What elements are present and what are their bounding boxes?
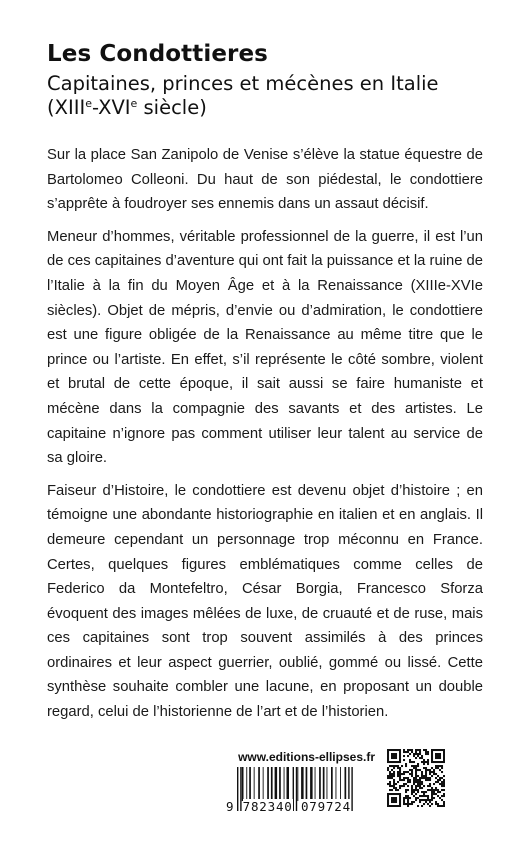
book-subtitle (47, 72, 492, 120)
publisher-url: www.editions-ellipses.fr (238, 750, 375, 764)
isbn-number (226, 799, 378, 815)
book-title: Les Condottieres (47, 41, 268, 67)
subtitle-sup-1: e (85, 97, 93, 110)
blurb-paragraph-1: Sur la place San Zanipolo de Venise s’élève la statue équestre de Bartolomeo Colleoni. Du haut de son piédestal, le condottiere s’apprête à foudroyer ses ennemis dans un assaut décisif. (47, 147, 483, 213)
isbn-group-2: 079724 (300, 799, 351, 814)
subtitle-sup-2: e (130, 97, 138, 110)
blurb-paragraph-3: Faiseur d’Histoire, le condottiere est devenu objet d’histoire ; en témoigne une abondante historiographie en italien et en anglais. Il demeure cependant un personnage trop méconnu en France. Certes, quelques figures emblématiques comme celles de Federico da Montefeltro, César Borgia, Francesco Sforza évoquent des images mêlées de luxe, de cruauté et de ruse, mais ces capitaines sont trop souvent assimilés à des princes ordinaires et leur aspect guerrier, oublié, gommé ou lissé. Cette synthèse souhaite combler une lacune, en proposant un double regard, celui de l’historienne de l’art et de l’historien. (47, 482, 483, 721)
blurb (47, 143, 483, 733)
qr-code (387, 749, 445, 807)
isbn-group-1: 782340 (242, 799, 293, 814)
subtitle-line1: Capitaines, princes et mécènes en Italie (47, 72, 439, 95)
blurb-paragraph-2: Meneur d’hommes, véritable professionnel de la guerre, il est l’un de ces capitaines d’aventure qui ont fait la puissance et la ruine de l’Italie à la fin du Moyen Âge et à la Renaissance (XIIIe-XVIe siècles). Objet de mépris, d’envie ou d’admiration, le condottiere est une figure obligée de la Renaissance au même titre que le prince ou l’artiste. En effet, s’il représente le côté sombre, violent et brutal de cette époque, il sait aussi se faire humaniste et mécène dans la compagnie des savants et des artistes. Le capitaine n’ignore pas comment utiliser leur talent au service de sa gloire. (47, 228, 483, 467)
isbn-first-digit: 9 (226, 799, 235, 814)
subtitle-period-open: (XIII (47, 96, 86, 119)
subtitle-period-close: siècle) (137, 96, 207, 119)
isbn-barcode (226, 767, 378, 817)
subtitle-period-dash: -XVI (92, 96, 131, 119)
